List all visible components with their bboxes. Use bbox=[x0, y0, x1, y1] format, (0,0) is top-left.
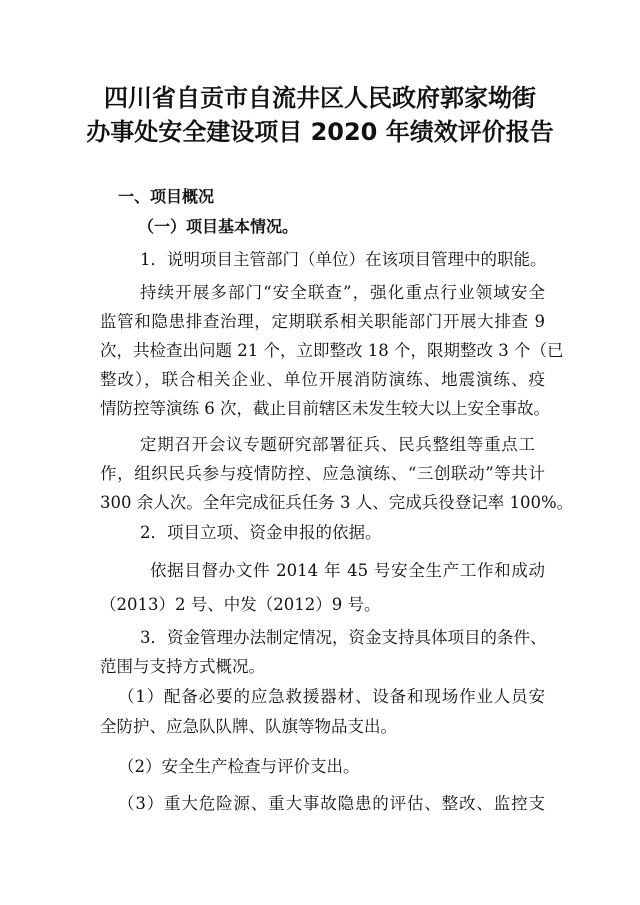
paragraph-line: （2013）2 号、中发（2012）9 号。 bbox=[100, 595, 381, 614]
report-title-line-2: 办事处安全建设项目 2020 年绩效评价报告 bbox=[86, 118, 554, 146]
section-heading: 一、项目概况 bbox=[118, 187, 215, 206]
list-item: （1）配备必要的应急救援器材、设备和现场作业人员安 bbox=[118, 687, 545, 706]
paragraph-line: 次，共检查出问题 21 个，立即整改 18 个，限期整改 3 个（已 bbox=[100, 341, 564, 360]
list-item: （2）安全生产检查与评价支出。 bbox=[118, 757, 360, 776]
paragraph-line: 整改），联合相关企业、单位开展消防演练、地震演练、疫 bbox=[100, 370, 545, 389]
paragraph-line: 监管和隐患排查治理，定期联系相关职能部门开展大排查 9 bbox=[100, 312, 545, 331]
report-title-line-1: 四川省自贡市自流井区人民政府郭家坳街 bbox=[104, 84, 536, 112]
paragraph-line: 持续开展多部门“安全联查”，强化重点行业领域安全 bbox=[140, 283, 545, 302]
paragraph-line: 依据目督办文件 2014 年 45 号安全生产工作和成动 bbox=[150, 561, 545, 580]
item-heading-2: 2．项目立项、资金申报的依据。 bbox=[140, 523, 382, 542]
subsection-heading: （一）项目基本情况。 bbox=[138, 217, 299, 236]
item-heading-1: 1．说明项目主管部门（单位）在该项目管理中的职能。 bbox=[140, 250, 547, 269]
paragraph-line: 范围与支持方式概况。 bbox=[100, 657, 265, 676]
item-heading-3: 3．资金管理办法制定情况，资金支持具体项目的条件、 bbox=[140, 628, 547, 647]
paragraph-line: 定期召开会议专题研究部署征兵、民兵整组等重点工 bbox=[140, 435, 535, 454]
list-item: （3）重大危险源、重大事故隐患的评估、整改、监控支 bbox=[118, 794, 545, 813]
paragraph-line: 300 余人次。全年完成征兵任务 3 人、完成兵役登记率 100%。 bbox=[100, 493, 574, 512]
paragraph-line: 作，组织民兵参与疫情防控、应急演练、“三创联动”等共计 bbox=[100, 464, 545, 483]
paragraph-line: 情防控等演练 6 次，截止目前辖区未发生较大以上安全事故。 bbox=[100, 399, 550, 418]
paragraph-line: 全防护、应急队队牌、队旗等物品支出。 bbox=[100, 717, 397, 736]
